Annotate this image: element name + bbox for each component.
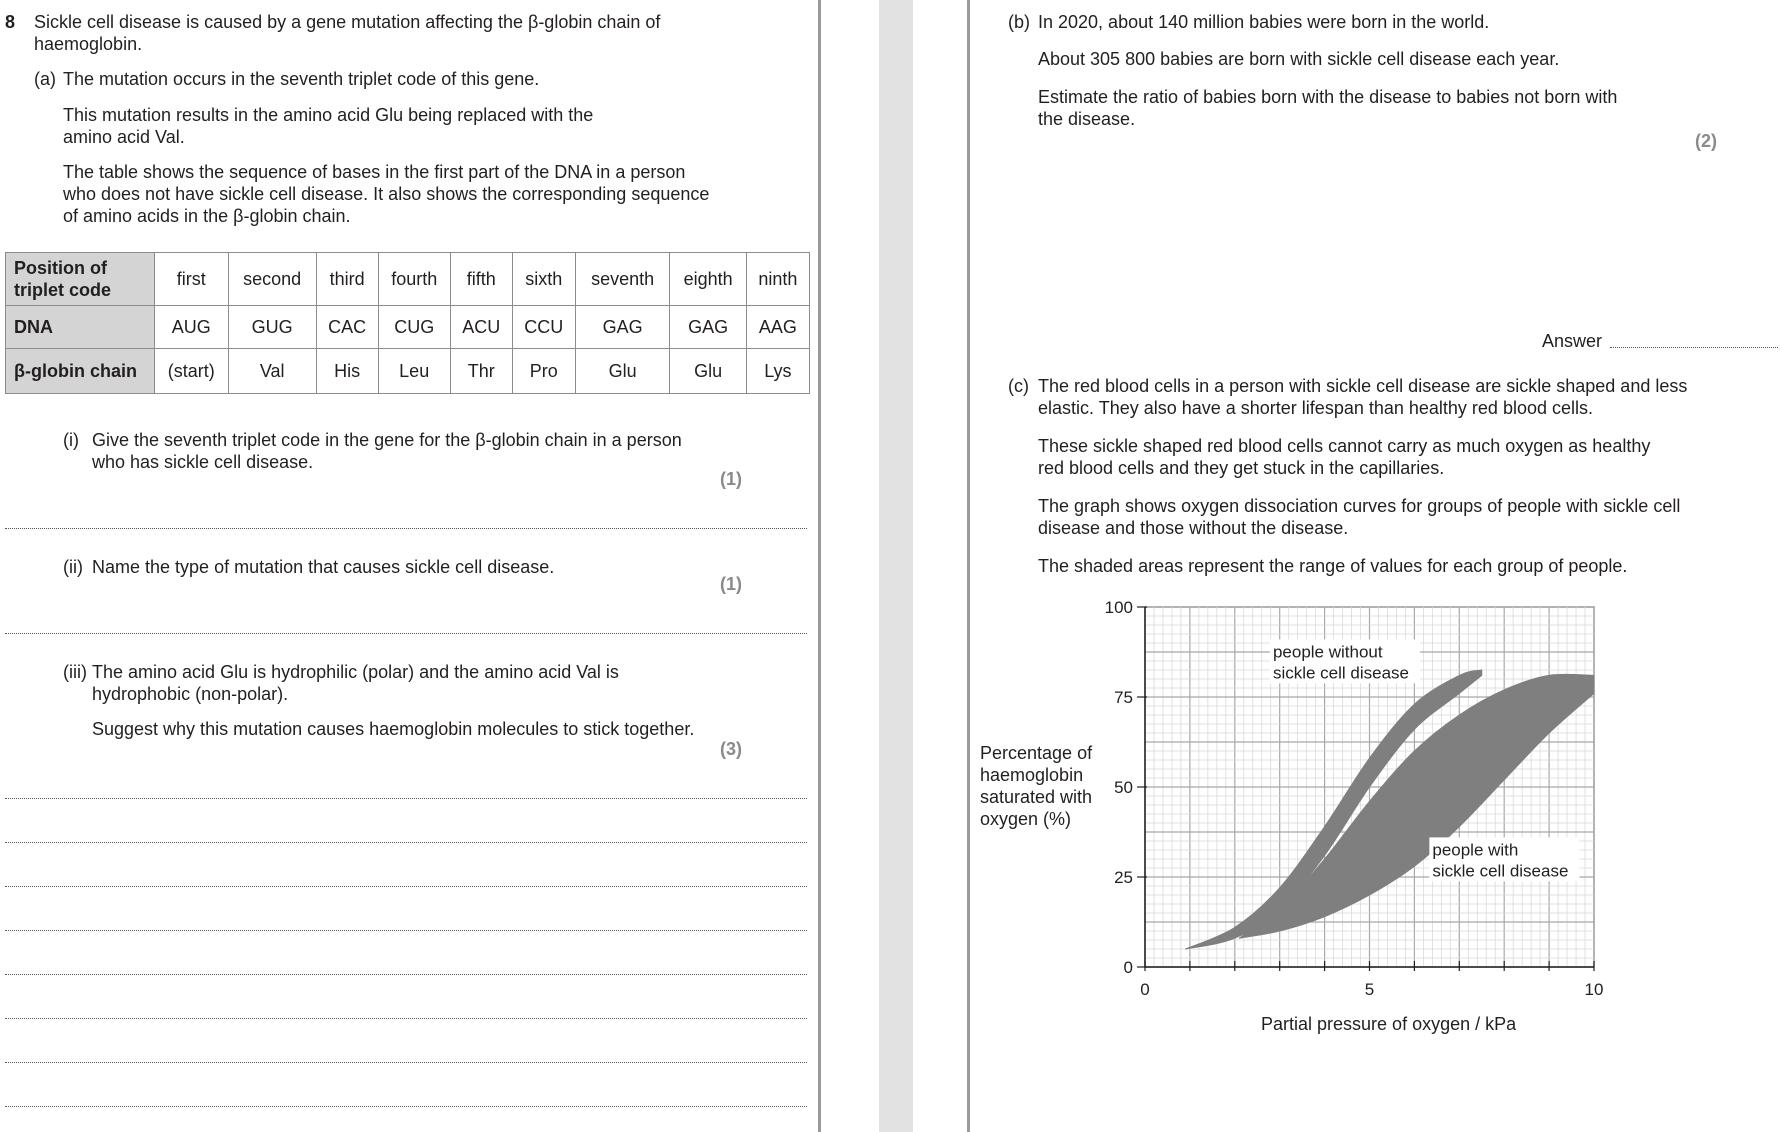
part-c-line7: The shaded areas represent the range of values for each group of people. (1038, 556, 1628, 576)
part-a-para3-line3: of amino acids in the β-globin chain. (63, 206, 351, 226)
answer-line[interactable] (5, 1106, 807, 1107)
table-header-chain: β-globin chain (6, 349, 155, 394)
part-a-para3-line1: The table shows the sequence of bases in the first part of the DNA in a person (63, 162, 686, 182)
table-cell-dna: GAG (575, 306, 670, 349)
part-i-line1: Give the seventh triplet code in the gene for the β-globin chain in a person (92, 430, 682, 450)
triplet-code-table (5, 252, 810, 394)
table-header-dna: DNA (6, 306, 155, 349)
part-i-label: (i) (63, 430, 79, 450)
y-axis-label-line: haemoglobin (980, 765, 1084, 785)
table-cell-position: fifth (450, 253, 512, 306)
answer-line[interactable] (5, 842, 807, 843)
x-tick-label: 0 (1140, 980, 1150, 999)
y-axis-label-line: Percentage of (980, 743, 1093, 763)
y-tick-label: 0 (1123, 958, 1133, 977)
part-b-label: (b) (1008, 12, 1030, 32)
table-cell-position: ninth (746, 253, 809, 306)
series-label: sickle cell disease (1272, 663, 1410, 683)
part-a-label: (a) (34, 69, 56, 89)
part-ii-marks: (1) (720, 574, 742, 594)
table-cell-dna: CCU (512, 306, 575, 349)
part-i-marks: (1) (720, 469, 742, 489)
part-c-line3: These sickle shaped red blood cells cannot carry as much oxygen as healthy (1038, 436, 1651, 456)
table-cell-dna: CUG (378, 306, 450, 349)
part-c-line1: The red blood cells in a person with sickle cell disease are sickle shaped and less (1038, 376, 1688, 396)
table-cell-dna: GAG (670, 306, 746, 349)
answer-label: Answer (1542, 331, 1603, 351)
table-cell-dna: AUG (155, 306, 229, 349)
table-cell-amino-acid: Glu (670, 349, 746, 394)
answer-line[interactable] (5, 1018, 807, 1019)
part-b-line4: the disease. (1038, 109, 1136, 129)
part-a-para2-line2: amino acid Val. (63, 127, 185, 147)
part-c-label: (c) (1008, 376, 1029, 396)
oxygen-dissociation-chart (1104, 585, 1710, 1045)
x-axis-label: Partial pressure of oxygen / kPa (1261, 1014, 1517, 1034)
part-c-line4: red blood cells and they get stuck in the capillaries. (1038, 458, 1445, 478)
part-a-para3-line2: who does not have sickle cell disease. It also shows the corresponding sequence (63, 184, 710, 204)
series-label: people without (1272, 642, 1383, 662)
right-page (970, 0, 1780, 1132)
table-row-positions (6, 253, 810, 306)
part-b-line3: Estimate the ratio of babies born with the disease to babies not born with (1038, 87, 1618, 107)
table-cell-amino-acid: Lys (746, 349, 809, 394)
y-axis-label-line: saturated with (980, 787, 1093, 807)
table-cell-position: first (155, 253, 229, 306)
table-row-chain (6, 349, 810, 394)
part-c-line2: elastic. They also have a shorter lifespan than healthy red blood cells. (1038, 398, 1593, 418)
answer-field[interactable] (1610, 347, 1778, 348)
part-iii-line2: hydrophobic (non-polar). (92, 684, 289, 704)
answer-line[interactable] (5, 930, 807, 931)
part-iii-marks: (3) (720, 739, 742, 759)
table-cell-dna: AAG (746, 306, 809, 349)
part-i-line2: who has sickle cell disease. (92, 452, 314, 472)
part-b-line2: About 305 800 babies are born with sickle cell disease each year. (1038, 49, 1560, 69)
table-cell-position: eighth (670, 253, 746, 306)
part-iii-label: (iii) (63, 662, 87, 682)
answer-line[interactable] (5, 798, 807, 799)
answer-line[interactable] (5, 1062, 807, 1063)
table-row-dna (6, 306, 810, 349)
page-gap (821, 0, 879, 1132)
question-number: 8 (5, 12, 16, 32)
table-cell-amino-acid: Pro (512, 349, 575, 394)
table-cell-amino-acid: Leu (378, 349, 450, 394)
page-spine (879, 0, 913, 1132)
page-gap (913, 0, 968, 1132)
x-tick-label: 10 (1584, 980, 1604, 999)
part-iii-line1: The amino acid Glu is hydrophilic (polar) and the amino acid Val is (92, 662, 619, 682)
part-b-line1: In 2020, about 140 million babies were born in the world. (1038, 12, 1490, 32)
answer-line[interactable] (5, 974, 807, 975)
answer-line[interactable] (5, 528, 807, 529)
y-tick-label: 75 (1114, 688, 1133, 707)
answer-line[interactable] (5, 633, 807, 634)
part-c-line5: The graph shows oxygen dissociation curves for groups of people with sickle cell (1038, 496, 1681, 516)
part-ii-text: Name the type of mutation that causes sickle cell disease. (92, 557, 555, 577)
question-intro-cont: haemoglobin. (34, 34, 143, 54)
y-tick-label: 25 (1114, 868, 1133, 887)
table-cell-amino-acid: His (316, 349, 378, 394)
table-cell-position: third (316, 253, 378, 306)
table-cell-amino-acid: Val (228, 349, 316, 394)
series-label: sickle cell disease (1432, 861, 1569, 881)
part-ii-label: (ii) (63, 557, 83, 577)
table-cell-dna: GUG (228, 306, 316, 349)
table-cell-position: fourth (378, 253, 450, 306)
series-label: people with (1432, 840, 1519, 860)
y-tick-label: 50 (1114, 778, 1133, 797)
table-cell-position: second (228, 253, 316, 306)
table-cell-amino-acid: Glu (575, 349, 670, 394)
x-tick-label: 5 (1364, 980, 1375, 999)
answer-line[interactable] (5, 886, 807, 887)
part-a-para2-line1: This mutation results in the amino acid Glu being replaced with the (63, 105, 594, 125)
part-c-line6: disease and those without the disease. (1038, 518, 1349, 538)
table-cell-amino-acid: Thr (450, 349, 512, 394)
table-cell-position: seventh (575, 253, 670, 306)
table-header-position: Position of triplet code (6, 253, 155, 306)
y-tick-label: 100 (1104, 598, 1133, 617)
table-cell-dna: ACU (450, 306, 512, 349)
table-cell-dna: CAC (316, 306, 378, 349)
table-cell-amino-acid: (start) (155, 349, 229, 394)
part-b-marks: (2) (1695, 131, 1717, 151)
table-cell-position: sixth (512, 253, 575, 306)
left-page (0, 0, 818, 1132)
part-a-text: The mutation occurs in the seventh triplet code of this gene. (63, 69, 540, 89)
part-iii-line3: Suggest why this mutation causes haemoglobin molecules to stick together. (92, 719, 695, 739)
y-axis-label-line: oxygen (%) (980, 809, 1072, 829)
question-intro: Sickle cell disease is caused by a gene mutation affecting the β-globin chain of (34, 12, 661, 32)
